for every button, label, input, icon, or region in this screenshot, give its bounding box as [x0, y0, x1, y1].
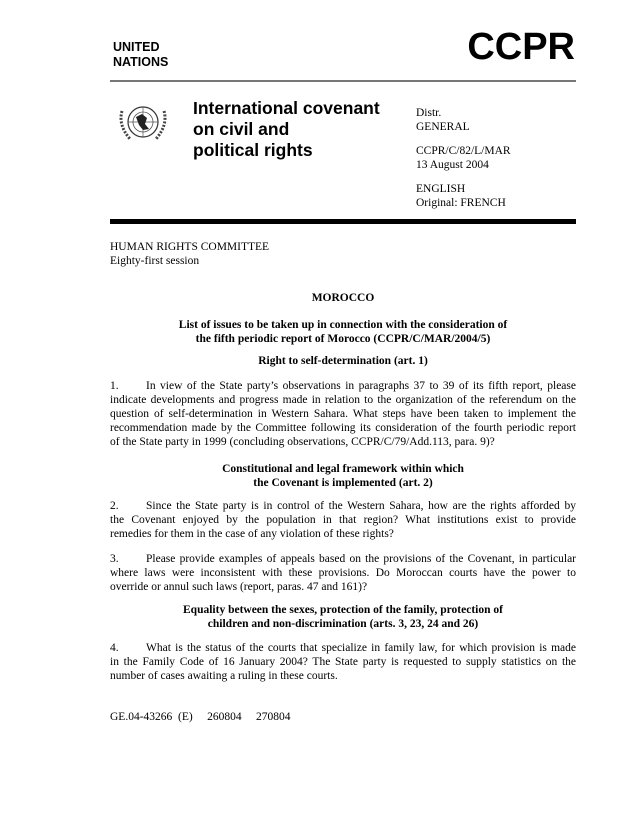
divider — [110, 80, 576, 82]
paragraph-2: 2. Since the State party is in control of the Western Sahara, how are the rights afforded by the Covenant enjoyed by the population in that region? What institutions exist to provide remedies for them in the case of any violation of these rights? — [110, 500, 576, 540]
organization-name: UNITED NATIONS — [113, 40, 169, 69]
document-symbol: CCPR/C/82/L/MAR 13 August 2004 — [416, 145, 511, 171]
paragraph-3: 3. Please provide examples of appeals based on the provisions of the Covenant, in particular where laws were inconsistent with these provisions. Do Moroccan courts have the power to override or annul such laws (report, paras. 47 and 161)? — [110, 553, 576, 593]
list-heading: List of issues to be taken up in connection with the consideration of the fifth periodic report of Morocco (CCPR/C/MAR/2004/5) — [178, 319, 508, 345]
paragraph-1: 1. In view of the State party’s observations in paragraphs 37 to 39 of its fifth report, please indicate developments and progress made in relation to the organization of the referendum on the question of self-determination in Western Sahara. What steps have been taken to implement the recommendation made by the Committee following its consideration of the fourth periodic report of the State party in 1999 (concluding observations, CCPR/C/79/Add.113, para. 9)? — [110, 380, 576, 448]
thick-divider — [110, 219, 576, 224]
section-heading: Equality between the sexes, protection of the family, protection of children and non-discrimination (arts. 3, 23, 24 and 26) — [183, 604, 503, 630]
document-series: CCPR — [467, 26, 575, 68]
distribution: Distr. GENERAL — [416, 107, 470, 133]
language: ENGLISH Original: FRENCH — [416, 183, 506, 209]
country-heading: MOROCCO — [311, 292, 375, 304]
section-heading: Constitutional and legal framework within which the Covenant is implemented (art. 2) — [222, 463, 464, 489]
un-emblem-icon — [114, 99, 172, 149]
section-heading: Right to self-determination (art. 1) — [258, 355, 428, 367]
footer-reference: GE.04-43266 (E) 260804 270804 — [110, 711, 291, 723]
document-title: International covenant on civil and political rights — [193, 98, 380, 160]
committee: HUMAN RIGHTS COMMITTEE Eighty-first session — [110, 241, 270, 267]
paragraph-4: 4. What is the status of the courts that specialize in family law, for which provision is made in the Family Code of 16 January 2004? The State party is requested to supply statistics on the number of cases awaiting a ruling in these courts. — [110, 642, 576, 682]
